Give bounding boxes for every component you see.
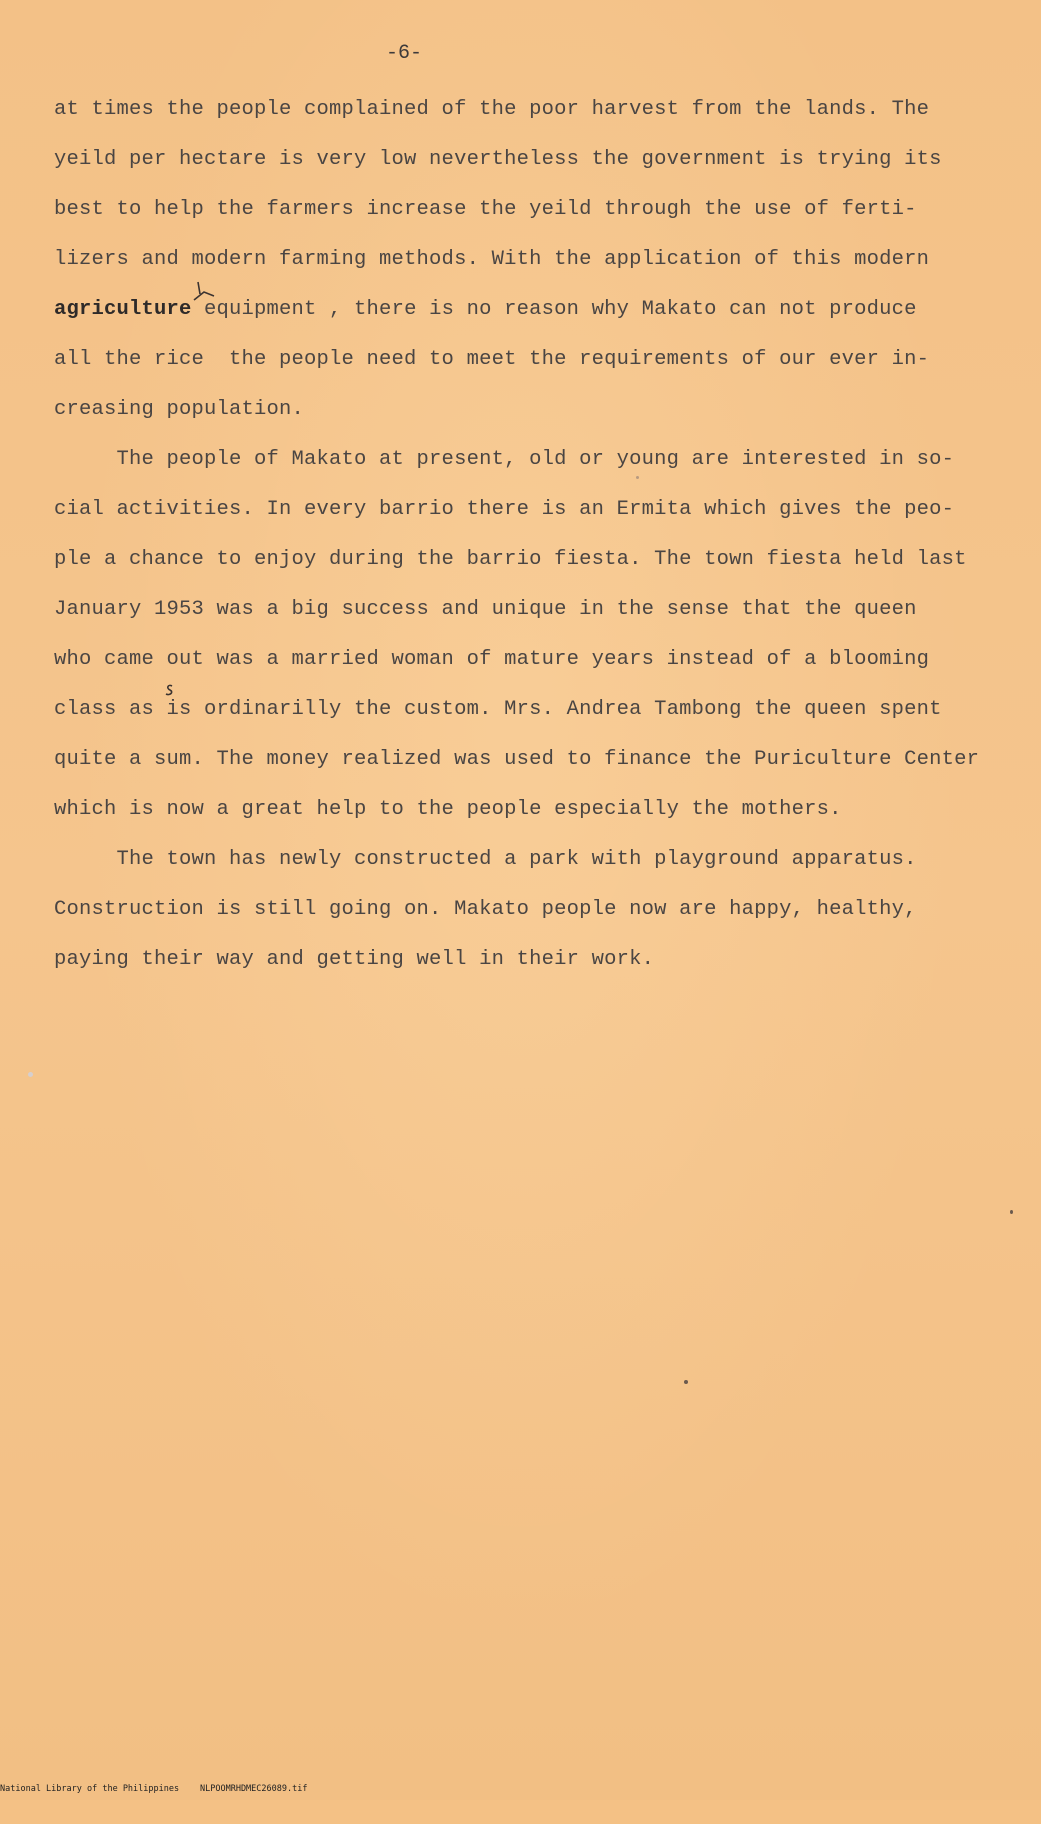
text-line-rest: equipment , there is no reason why Makato can not produce: [191, 298, 917, 321]
speck: [684, 1380, 688, 1384]
handwritten-caret-mark: [190, 280, 218, 306]
page-number: -6-: [385, 42, 422, 65]
speck: [1010, 1210, 1013, 1214]
text-line: quite a sum. The money realized was used to finance the Puriculture Center: [54, 748, 980, 771]
text-line: cial activities. In every barrio there is an Ermita which gives the peo-: [54, 498, 955, 521]
text-line: yeild per hectare is very low nevertheless the government is trying its: [54, 148, 942, 171]
scan-footer: [0, 1784, 1041, 1798]
text-line: all the rice the people need to meet the requirements of our ever in-: [54, 348, 930, 371]
text-line: ple a chance to enjoy during the barrio fiesta. The town fiesta held last: [54, 548, 967, 571]
text-line: class as is ordinarilly the custom. Mrs. Andrea Tambong the queen spent: [54, 698, 942, 721]
text-line: Construction is still going on. Makato people now are happy, healthy,: [54, 898, 917, 921]
text-line: creasing population.: [54, 398, 305, 421]
speck: [636, 476, 639, 479]
text-line: at times the people complained of the poor harvest from the lands. The: [54, 98, 930, 121]
footer-library: National Library of the Philippines: [0, 1784, 180, 1794]
speck: [28, 1072, 33, 1077]
text-line: who came out was a married woman of mature years instead of a blooming: [54, 648, 930, 671]
text-line: lizers and modern farming methods. With the application of this modern: [54, 248, 930, 271]
text-line: The town has newly constructed a park with playground apparatus.: [54, 848, 917, 871]
text-line: best to help the farmers increase the yeild through the use of ferti-: [54, 198, 917, 221]
body-text: [54, 92, 994, 992]
text-line: paying their way and getting well in their work.: [54, 948, 655, 971]
handwritten-s-mark: [156, 682, 184, 708]
text-line: January 1953 was a big success and unique in the sense that the queen: [54, 598, 917, 621]
footer-filename: NLPOOMRHDMEC26089.tif: [200, 1784, 308, 1794]
corrected-word: agriculture: [54, 298, 192, 321]
text-line: The people of Makato at present, old or young are interested in so-: [54, 448, 955, 471]
text-line: which is now a great help to the people especially the mothers.: [54, 798, 842, 821]
